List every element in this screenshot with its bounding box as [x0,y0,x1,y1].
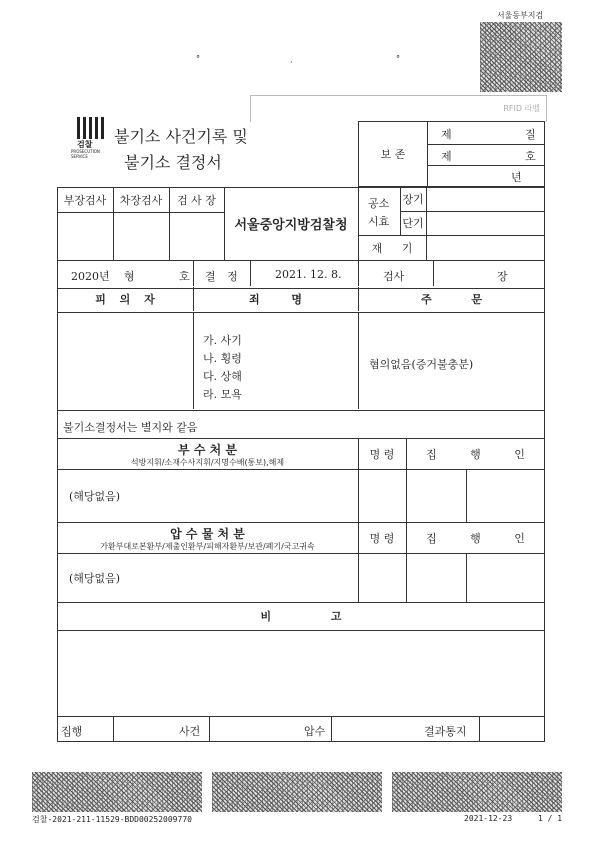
decision-label: 결 정 [205,270,238,283]
remarks-header [57,602,545,631]
approval-sign1 [57,212,114,260]
seize-title: 압 수 물 처 분 [170,527,245,541]
seize-exec: 집 행 인 [406,522,545,554]
bottom-exec: 집행 [61,725,83,738]
bottom-seize: 압수 [304,725,326,738]
seize-value-cell [57,553,359,602]
footer-barcode-right [392,772,562,812]
limitation-label [358,187,401,236]
limitation-label1: 공소 [368,197,390,210]
verification-stamp [470,8,570,93]
side-value-cell [57,469,359,522]
bottom-row [57,716,545,743]
seize-sub: 가환부대로본환부/제출인환부/피해자환부/보관/폐기/국고귀속 [100,542,315,551]
case-year: 2020년 [71,270,110,283]
header-suspect: 피 의 자 [57,287,194,311]
prosecution-logo [71,117,107,161]
side-title-cell [57,438,359,470]
decision-date: 2021. 12. 8. [275,268,342,281]
prosecutor-seal: 장 [497,270,508,283]
suspect-cell [57,312,194,409]
remarks-label: 비 고 [260,609,342,623]
logo-sub: PROSECUTION SERVICE [71,149,100,159]
rfid-label: RFID 라벨 [503,104,540,113]
case-row [57,260,545,289]
disposition: 혐의없음(증거불충분) [369,358,474,371]
case-type: 형 [124,270,135,283]
logo-icon [77,117,105,139]
preserve-row2-text: 제 호 [441,150,536,163]
prosecutor-label-cell [358,261,434,286]
preserve-row1-text: 제 질 [441,128,536,141]
limitation-long: 장기 [400,187,427,212]
bottom-case: 사건 [179,725,201,738]
rfid-area [250,95,547,122]
note-line: 불기소결정서는 별지와 같음 [63,421,198,434]
approval-sign3 [169,212,225,260]
divider [113,717,115,742]
footer-barcode-middle [212,772,382,812]
preserve-row2 [427,144,544,166]
stamp-label: 서울동부지검 [496,11,544,20]
charge-item: 라. 모욕 [203,388,242,401]
approval-section [57,187,358,260]
charge-item: 가. 사기 [203,334,242,347]
charges-cell [193,312,359,409]
seize-exec-value [406,553,467,602]
seize-title-cell [57,522,359,554]
content-row [57,312,545,411]
limitation-stop: 재 기 [358,235,427,260]
logo-brand: 검찰 [77,140,93,149]
header-order: 주 문 [420,293,483,306]
dot-mark: · [290,58,293,67]
limitation-short-value [426,211,545,236]
dot-mark: ° [196,54,200,63]
side-title: 부 수 처 분 [178,443,237,457]
footer-doc-id: 검찰-2021-211-11529-BDD00252009770 [32,815,192,824]
divider [331,717,333,742]
charge-item: 다. 상해 [203,370,242,383]
limitation-short: 단기 [400,211,427,236]
office-name: 서울중앙지방검찰청 [224,187,359,260]
limitation-long-value [426,187,545,212]
dot-mark: ° [396,54,400,63]
preservation-box [358,121,545,187]
limitation-label2: 시효 [368,215,390,228]
side-exec: 집 행 인 [406,438,545,470]
approval-sign2 [113,212,170,260]
limitation-section [358,187,545,260]
charge-item: 나. 횡령 [203,352,242,365]
case-no: 호 [179,270,190,283]
side-exec-value [406,469,467,522]
prosecutor-label: 검사 [383,270,405,283]
footer-date: 2021-12-23 [464,814,513,823]
divider [209,717,211,742]
doc-title-line1: 불기소 사건기록 및 [114,127,248,146]
footer-barcode-left [32,772,202,812]
bottom-notify: 결과통지 [424,725,467,738]
side-order: 명 령 [358,438,407,470]
header-row [57,287,545,313]
note-row [57,410,545,439]
side-sub: 석방지휘/소재수사지휘/지명수배(통보),해제 [130,458,285,467]
seized-property-section [57,522,545,603]
seize-value: (해당없음) [69,572,121,585]
preserve-row1 [427,122,544,145]
preserve-row3-text: 년 [511,171,522,184]
divider [479,717,481,742]
decision-label-cell [193,261,251,286]
approval-col1: 부장검사 [57,187,114,213]
doc-title-line2: 불기소 결정서 [124,153,222,172]
seize-order: 명 령 [358,522,407,554]
seize-order-value [358,553,407,602]
approval-col2: 차장검사 [113,187,170,213]
side-value: (해당없음) [69,490,121,503]
footer-page: 1 / 1 [538,814,563,823]
side-order-value [358,469,407,522]
qr-code [480,22,562,92]
side-disposition-section [57,438,545,523]
approval-col3: 검 사 장 [169,187,225,213]
preserve-label: 보 존 [359,122,428,186]
header-charges: 죄 명 [193,287,359,311]
